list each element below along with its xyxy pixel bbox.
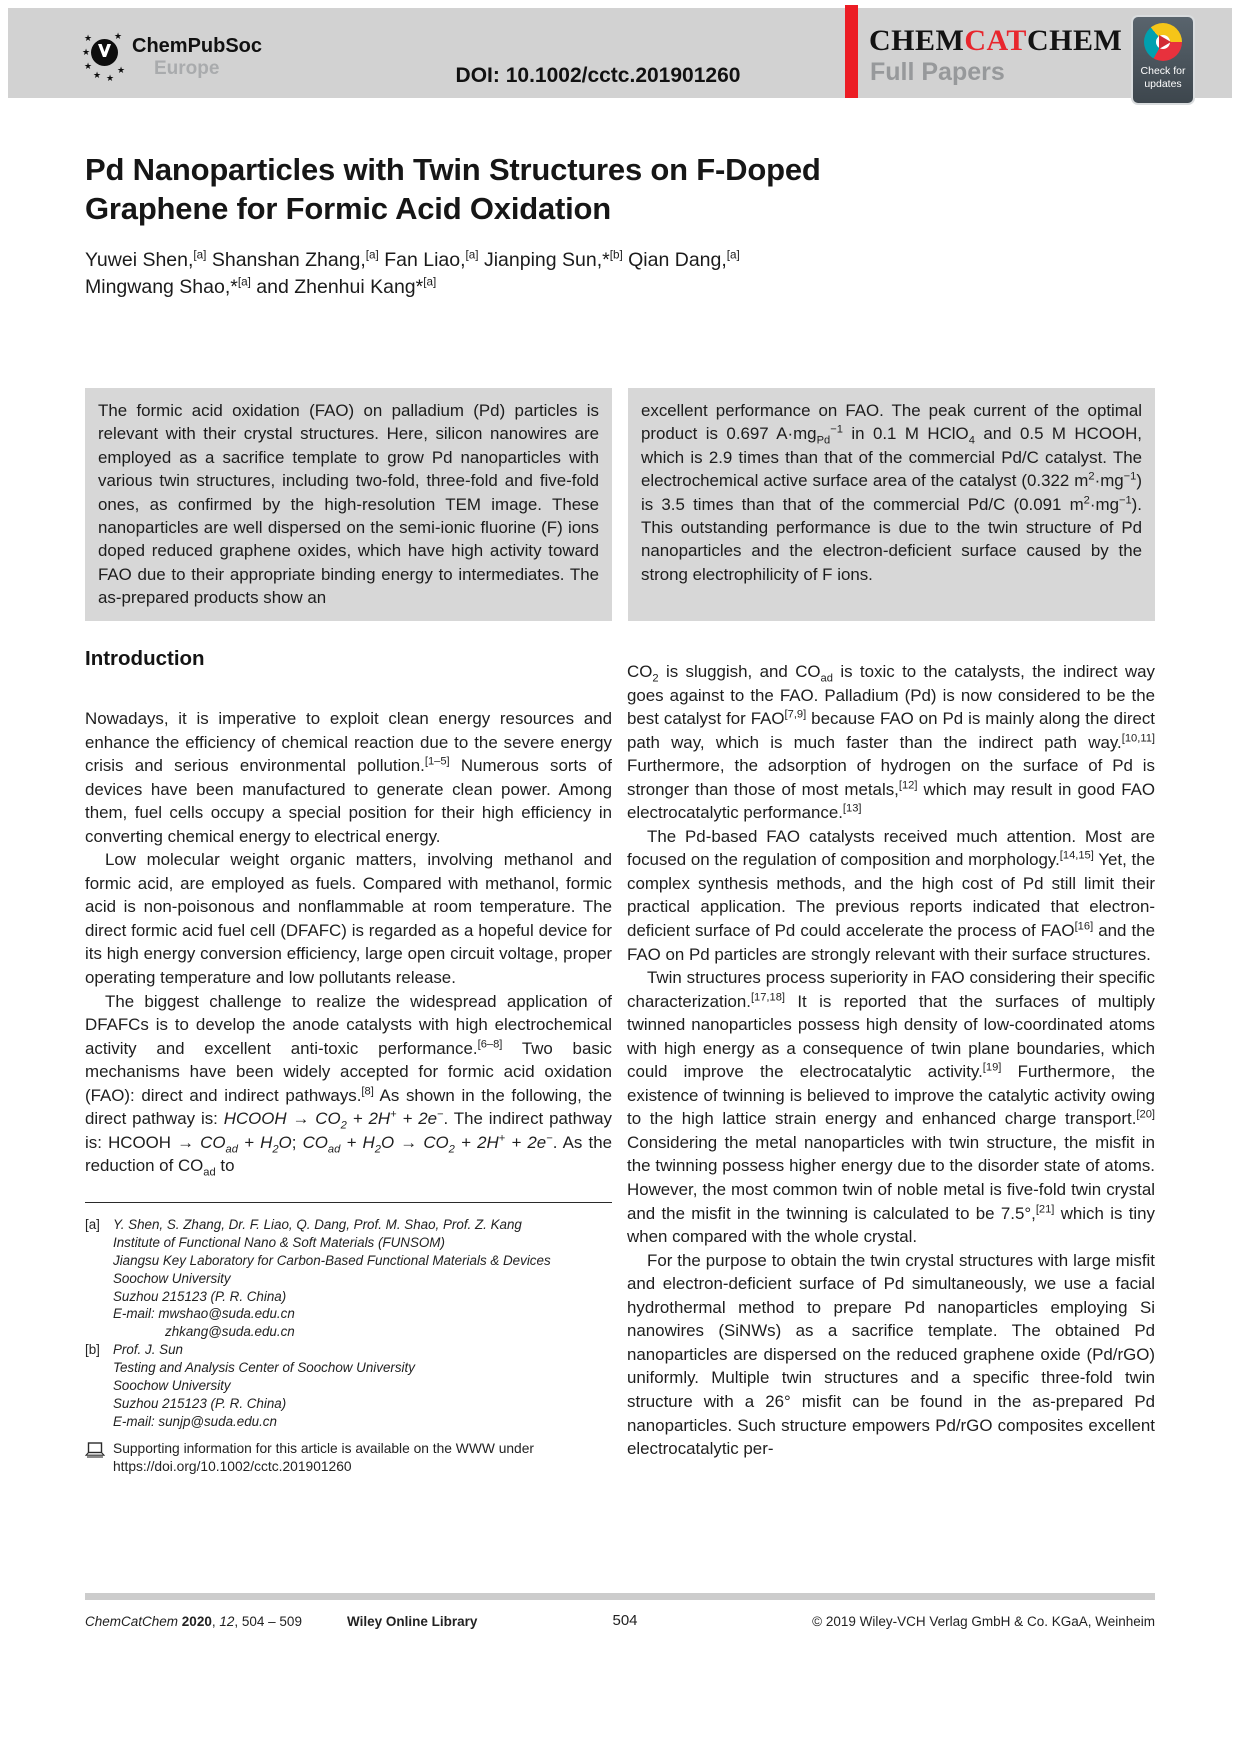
footnote-line: Soochow University xyxy=(113,1378,231,1394)
footnote-rule xyxy=(85,1202,612,1203)
author-list xyxy=(85,247,1085,301)
footnote-line: Prof. J. Sun xyxy=(113,1342,183,1358)
abstract-right-column: excellent performance on FAO. The peak current of the optimal product is 0.697 $A\cdot mg_{Pd}^{-1}$ in 0.1 M HClO$_4$ and 0.5 M HCOOH, which is 2.9 times than that of the commercial Pd/C catalyst. The electrochemical active surface area of the catalyst (0.322 $m^2\cdot mg^{-1}$) is 3.5 times than that of the commercial Pd/C (0.091 $m^2\cdot mg^{-1}$). This outstanding performance is due to the twin structure of Pd nanoparticles and the electron-deficient surface caused by the strong electrophilicity of F ions. xyxy=(628,388,1155,621)
supporting-info-link[interactable]: https://doi.org/10.1002/cctc.201901260 xyxy=(113,1459,352,1475)
laptop-icon xyxy=(85,1440,113,1476)
supporting-info-text: Supporting information for this article is available on the WWW under xyxy=(113,1440,534,1456)
right-column xyxy=(627,645,1155,1476)
footnotes xyxy=(85,1202,612,1476)
paragraph: $CO_2$ is sluggish, and $CO_{ad}$ is toxic to the catalysts, the indirect way goes against to the FAO. Palladium (Pd) is now considered to be the best catalyst for FAO[7,9] because FAO on Pd is mainly along the direct path way, which is much faster than the indirect path way.[10,11] Furthermore, the adsorption of hydrogen on the surface of Pd is stronger than those of most metals,[12] which may result in good FAO electrocatalytic performance.[13] xyxy=(627,662,1156,823)
publisher-logo xyxy=(84,32,262,84)
article-body xyxy=(85,645,1155,1476)
article-title xyxy=(85,150,1085,228)
footnote-b xyxy=(85,1341,612,1431)
check-updates-badge[interactable] xyxy=(1131,15,1195,105)
paragraph: The biggest challenge to realize the widespread application of DFAFCs is to develop the anode catalysts with high electrochemical activity and excellent anti-toxic performance.[6–8] Two basic mechanisms have been widely accepted for formic acid oxidation (FAO): direct and indirect pathways.[8] As shown in the following, the direct pathway is: HCOOH → $CO_2 + 2H^+ + 2e^-$. The indirect pathway is: HCOOH → $CO_{ad} + H_2O$; $CO_{ad} + H_2O \to CO_2 + 2H^+ + 2e^-$. As the reduction of $CO_{ad}$ to xyxy=(85,991,613,1179)
email-link[interactable]: E-mail: mwshao@suda.edu.cn xyxy=(113,1306,295,1322)
check-updates-label-1: Check for xyxy=(1140,65,1186,77)
email-link[interactable]: E-mail: sunjp@suda.edu.cn xyxy=(113,1413,277,1429)
footer-citation: ChemCatChem 2020, 12, 504 – 509 xyxy=(85,1614,302,1629)
footer-divider-bar xyxy=(85,1593,1155,1600)
paragraph: For the purpose to obtain the twin crystal structures with large misfit and electron-deficient surface of Pd simultaneously, we use a facial hydrothermal method to prepare Pd nanoparticles employing Si nanowires (SiNWs) as a sacrifice template. The obtained Pd nanoparticles are dispersed on the reduced graphene oxide (Pd/rGO) uniformly. Multiple twin structures and a specific three-fold twin structure with a 26° misfit can be found in the as-prepared Pd nanoparticles. Such structure empowers Pd/rGO composites excellent electrocatalytic per- xyxy=(627,1250,1155,1459)
footer-copyright: © 2019 Wiley-VCH Verlag GmbH & Co. KGaA, Weinheim xyxy=(812,1614,1155,1629)
society-name: ChemPubSoc xyxy=(132,35,263,57)
footer-library: Wiley Online Library xyxy=(347,1614,478,1629)
article-title-line1: Pd Nanoparticles with Twin Structures on F-Doped xyxy=(85,152,821,187)
crossmark-icon xyxy=(1144,23,1182,61)
footnote-line: Y. Shen, S. Zhang, Dr. F. Liao, Q. Dang, Prof. M. Shao, Prof. Z. Kang xyxy=(113,1216,522,1232)
supporting-information xyxy=(85,1440,612,1476)
authors-line1: Yuwei Shen,[a] Shanshan Zhang,[a] Fan Liao,[a] Jianping Sun,*[b] Qian Dang,[a] xyxy=(85,248,740,271)
society-region: Europe xyxy=(154,58,220,79)
paragraph: Low molecular weight organic matters, involving methanol and formic acid, are employed as fuels. Compared with methanol, formic acid is non-poisonous and nonflammable at room temperature. The direct formic acid fuel cell (DFAFC) is regarded as a hopeful device for its high energy conversion efficiency, large open circuit voltage, proper operating temperature and low pollutants release. xyxy=(85,850,612,988)
paragraph: The Pd-based FAO catalysts received much attention. Most are focused on the regulation of composition and morphology.[14,15] Yet, the complex synthesis methods, and the high cost of Pd still limit their practical application. The previous reports indicated that electron-deficient surface of Pd could accelerate the process of FAO[16] and the FAO on Pd particles are strongly relevant with their surface structures. xyxy=(627,826,1155,964)
chempubsoc-logo-icon: ★ ★ ★ ★ ★ ★ ★ xyxy=(82,31,126,83)
footnote-label: [a] xyxy=(85,1216,100,1232)
abstract-left-column: The formic acid oxidation (FAO) on palladium (Pd) particles is relevant with their crystal structures. Here, silicon nanowires are employed as a sacrifice template to grow Pd nanoparticles with various twin structures, including two-fold, three-fold and five-fold ones, as confirmed by the high-resolution TEM image. These nanoparticles are well dispersed on the semi-ionic fluorine (F) ions doped reduced graphene oxides, which have high activity toward FAO due to their appropriate binding energy to intermediates. The as-prepared products show an xyxy=(85,388,612,621)
article-title-line2: Graphene for Formic Acid Oxidation xyxy=(85,191,612,226)
article-type-label: Full Papers xyxy=(870,58,1005,86)
footnote-line: Suzhou 215123 (P. R. China) xyxy=(113,1288,287,1304)
footnote-label: [b] xyxy=(85,1342,100,1358)
footnote-line: Institute of Functional Nano & Soft Materials (FUNSOM) xyxy=(113,1234,445,1250)
paragraph: Nowadays, it is imperative to exploit clean energy resources and enhance the efficiency of chemical reaction due to the severe energy crisis and serious environmental pollution.[1–5] Numerous sorts of devices have been manufactured to generate clean power. Among them, fuel cells occupy a special position for their high efficiency in converting chemical energy to electrical energy. xyxy=(85,709,612,846)
footnote-line: Suzhou 215123 (P. R. China) xyxy=(113,1396,287,1411)
left-column xyxy=(85,645,612,1476)
journal-divider-bar xyxy=(845,5,858,98)
doi-label: DOI: 10.1002/cctc.201901260 xyxy=(455,64,741,87)
paragraph: Twin structures process superiority in FAO considering their specific characterization.[17,18] It is reported that the surfaces of multiply twinned nanoparticles possess high density of low-coordinated atoms with high energy as a consequence of twin plane boundaries, which could improve the electrocatalytic activity.[19] Furthermore, the existence of twinning is believed to improve the catalytic activity owing to the high lattice strain energy and enhanced charge transport.[20] Considering the metal nanoparticles with twin structure, the misfit in the twinning possess higher energy due to the disorder state of atoms. However, the most common twin of noble metal is five-fold twin crystal and the misfit in the twinning is calculated to be 7.5°,[21] which is tiny when compared with the whole crystal. xyxy=(627,968,1156,1247)
section-heading-introduction: Introduction xyxy=(85,647,205,670)
email-link[interactable]: zhkang@suda.edu.cn xyxy=(165,1324,295,1340)
authors-line2: Mingwang Shao,*[a] and Zhenhui Kang*[a] xyxy=(85,275,437,298)
footnote-line: Testing and Analysis Center of Soochow University xyxy=(113,1360,415,1376)
abstract xyxy=(85,388,1155,621)
footnote-line: Soochow University xyxy=(113,1270,231,1286)
footer-page-number: 504 xyxy=(612,1612,638,1629)
footnote-a xyxy=(85,1216,612,1341)
journal-logo-cat: CAT xyxy=(964,24,1027,57)
check-updates-label-2: updates xyxy=(1144,77,1182,90)
journal-logo: CHEMCATCHEM xyxy=(869,24,1123,57)
footnote-line: Jiangsu Key Laboratory for Carbon-Based Functional Materials & Devices xyxy=(113,1252,551,1268)
